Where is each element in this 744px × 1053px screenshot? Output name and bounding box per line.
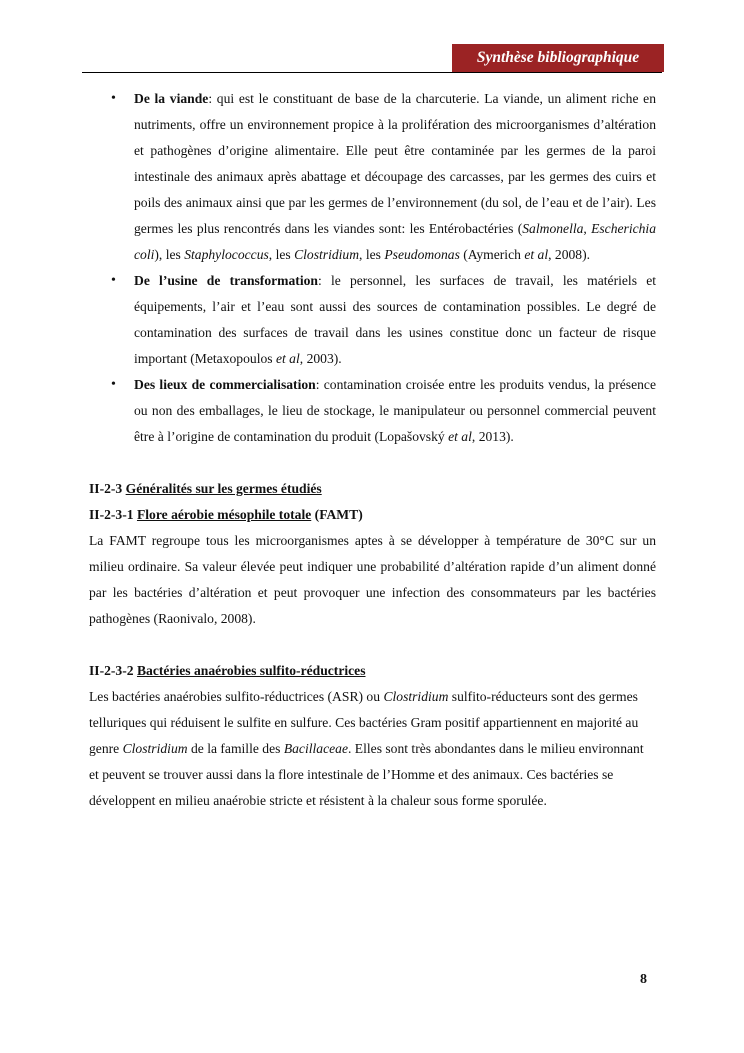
bullet-term: De la viande (134, 91, 209, 106)
bullet-term: Des lieux de commercialisation (134, 377, 316, 392)
subsection-heading-asr: II-2-3-2 Bactéries anaérobies sulfito-réductrices (89, 663, 366, 678)
header-rule (82, 72, 662, 73)
bullet-icon: • (111, 91, 116, 106)
list-item: • De l’usine de transformation: le personnel, les surfaces de travail, les matériels et équipements, l’air et l’eau sont aussi des sources de contamination possibles. Le degré de contamination des surfaces de travail dans les usines constitue donc un facteur de risque important (Metaxopoulos et al, 2003). (89, 268, 656, 372)
bullet-term: De l’usine de transformation (134, 273, 318, 288)
asr-paragraph: Les bactéries anaérobies sulfito-réductrices (ASR) ou Clostridium sulfito-réducteurs sont des germes telluriques qui réduisent le sulfite en sulfure. Ces bactéries Gram positif appartiennent en majorité au genre Clostridium de la famille des Bacillaceae. Elles sont très abondantes dans le milieu environnant et peuvent se trouver aussi dans la flore intestinale de l’Homme et des animaux. Ces bactéries se développent en milieu anaérobie stricte et résistent à la chaleur sous forme sporulée. (89, 689, 644, 808)
subsection-heading-famt: II-2-3-1 Flore aérobie mésophile totale (FAMT) (89, 507, 363, 522)
header-title: Synthèse bibliographique (452, 44, 664, 72)
famt-paragraph: La FAMT regroupe tous les microorganismes aptes à se développer à température de 30°C sur un milieu ordinaire. Sa valeur élevée peut indiquer une probabilité d’altération rapide d’un aliment donné par les bactéries d’altération et peut provoquer une infection des consommateurs par les bactéries pathogènes (Raonivalo, 2008). (89, 533, 656, 626)
section-heading: II-2-3 Généralités sur les germes étudiés (89, 481, 322, 496)
list-item: • Des lieux de commercialisation: contamination croisée entre les produits vendus, la présence ou non des emballages, le lieu de stockage, le manipulateur ou personnel commercial peuvent être à l’origine de contamination du produit (Lopašovský et al, 2013). (89, 372, 656, 450)
list-item: • De la viande: qui est le constituant de base de la charcuterie. La viande, un aliment riche en nutriments, offre un environnement propice à la prolifération des microorganismes d’altération et pathogènes d’origine alimentaire. Elle peut être contaminée par les germes de la paroi intestinale des animaux après abattage et découpage des carcasses, par les germes des cuirs et poils des animaux ainsi que par les germes de l’environnement (du sol, de l’eau et de l’air). Les germes les plus rencontrés dans les viandes sont: les Entérobactéries (Salmonella, Escherichia coli), les Staphylococcus, les Clostridium, les Pseudomonas (Aymerich et al, 2008). (89, 86, 656, 268)
page-number: 8 (640, 972, 647, 987)
page-body (89, 86, 656, 814)
bullet-icon: • (111, 377, 116, 392)
bullet-icon: • (111, 273, 116, 288)
contamination-sources-list (89, 86, 656, 450)
